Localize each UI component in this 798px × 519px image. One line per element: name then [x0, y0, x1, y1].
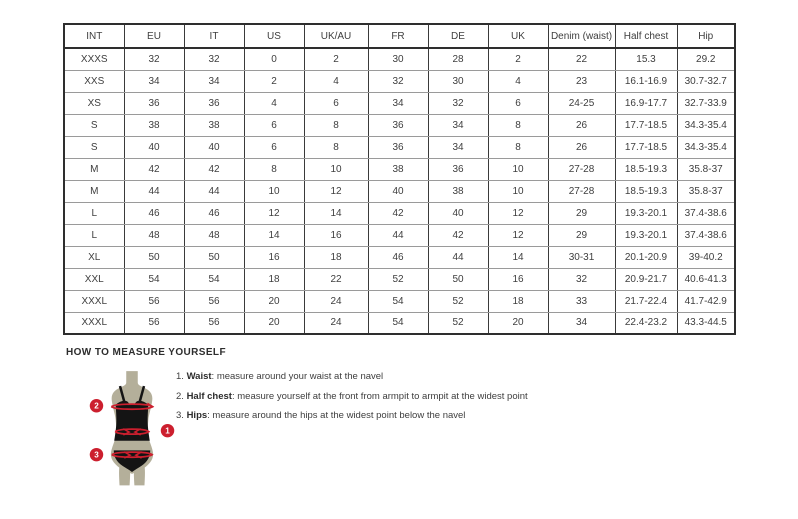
table-cell: 17.7-18.5 [615, 136, 677, 158]
table-cell: 27-28 [548, 180, 615, 202]
table-row [64, 290, 735, 312]
table-cell: 54 [368, 312, 428, 334]
table-cell: 24-25 [548, 92, 615, 114]
table-cell: 10 [304, 158, 368, 180]
table-cell: 44 [184, 180, 244, 202]
table-cell: 38 [368, 158, 428, 180]
table-cell: 34 [124, 70, 184, 92]
table-cell: 38 [184, 114, 244, 136]
table-cell: 26 [548, 114, 615, 136]
table-row [64, 92, 735, 114]
table-cell: 36 [184, 92, 244, 114]
step-number: 1. [176, 371, 187, 382]
table-cell: 46 [184, 202, 244, 224]
table-cell: 26 [548, 136, 615, 158]
table-cell: 4 [244, 92, 304, 114]
table-row [64, 180, 735, 202]
column-header-it: IT [184, 24, 244, 48]
table-cell: XXXL [64, 312, 124, 334]
table-cell: 2 [244, 70, 304, 92]
table-cell: 8 [488, 114, 548, 136]
table-cell: 18 [304, 246, 368, 268]
mannequin-illustration-icon [84, 369, 180, 501]
table-cell: 19.3-20.1 [615, 202, 677, 224]
table-cell: 34.3-35.4 [677, 114, 735, 136]
table-cell: 44 [428, 246, 488, 268]
table-cell: 40.6-41.3 [677, 268, 735, 290]
table-cell: 14 [304, 202, 368, 224]
measure-steps-list [176, 372, 528, 431]
table-cell: 12 [488, 202, 548, 224]
hips-marker-badge [90, 448, 103, 461]
table-cell: 20 [244, 290, 304, 312]
table-cell: 50 [184, 246, 244, 268]
size-table-header [64, 24, 735, 48]
table-cell: 56 [184, 290, 244, 312]
table-cell: 56 [124, 290, 184, 312]
table-cell: 37.4-38.6 [677, 224, 735, 246]
table-cell: L [64, 224, 124, 246]
table-cell: 52 [368, 268, 428, 290]
table-cell: 6 [488, 92, 548, 114]
table-cell: 46 [368, 246, 428, 268]
table-cell: 12 [488, 224, 548, 246]
table-cell: 8 [304, 114, 368, 136]
svg-text:2: 2 [94, 401, 99, 411]
column-header-fr: FR [368, 24, 428, 48]
table-cell: 19.3-20.1 [615, 224, 677, 246]
table-cell: 15.3 [615, 48, 677, 70]
table-cell: 35.8-37 [677, 180, 735, 202]
table-cell: 30 [428, 70, 488, 92]
table-cell: 37.4-38.6 [677, 202, 735, 224]
table-cell: 44 [368, 224, 428, 246]
table-cell: 6 [244, 136, 304, 158]
table-cell: 32 [184, 48, 244, 70]
table-cell: XXL [64, 268, 124, 290]
column-header-half-chest: Half chest [615, 24, 677, 48]
table-cell: 30.7-32.7 [677, 70, 735, 92]
table-cell: 40 [124, 136, 184, 158]
step-label: Half chest [186, 390, 232, 402]
table-cell: 34 [548, 312, 615, 334]
table-cell: 12 [304, 180, 368, 202]
table-cell: 35.8-37 [677, 158, 735, 180]
header-row [64, 24, 735, 48]
table-cell: 40 [428, 202, 488, 224]
table-row [64, 224, 735, 246]
step-label: Hips [186, 410, 208, 421]
table-cell: 27-28 [548, 158, 615, 180]
table-cell: S [64, 114, 124, 136]
table-cell: 30-31 [548, 246, 615, 268]
table-cell: 6 [244, 114, 304, 136]
table-cell: 42 [124, 158, 184, 180]
table-cell: 16.9-17.7 [615, 92, 677, 114]
table-cell: 10 [244, 180, 304, 202]
column-header-hip: Hip [677, 24, 735, 48]
table-cell: 20 [244, 312, 304, 334]
table-cell: 18.5-19.3 [615, 180, 677, 202]
table-cell: 32 [428, 92, 488, 114]
step-number: 3. [176, 410, 187, 421]
table-cell: 38 [124, 114, 184, 136]
table-cell: 10 [488, 158, 548, 180]
table-cell: 36 [368, 136, 428, 158]
table-row [64, 48, 735, 70]
step-text: : measure yourself at the front from armpit to armpit at the widest point [231, 390, 528, 402]
table-cell: 44 [124, 180, 184, 202]
table-cell: 22 [304, 268, 368, 290]
table-cell: 42 [428, 224, 488, 246]
table-cell: 40 [184, 136, 244, 158]
table-cell: 43.3-44.5 [677, 312, 735, 334]
table-cell: 6 [304, 92, 368, 114]
table-cell: 18.5-19.3 [615, 158, 677, 180]
table-cell: 32.7-33.9 [677, 92, 735, 114]
table-cell: 20.1-20.9 [615, 246, 677, 268]
table-cell: 2 [488, 48, 548, 70]
column-header-us: US [244, 24, 304, 48]
step-text: : measure around your waist at the navel [211, 371, 384, 382]
table-cell: 4 [488, 70, 548, 92]
measure-step-waist [176, 372, 528, 383]
table-cell: 29 [548, 202, 615, 224]
table-cell: 2 [304, 48, 368, 70]
table-cell: 36 [368, 114, 428, 136]
table-cell: S [64, 136, 124, 158]
table-cell: 14 [488, 246, 548, 268]
column-header-de: DE [428, 24, 488, 48]
table-cell: 36 [124, 92, 184, 114]
table-cell: 34 [368, 92, 428, 114]
measure-guide-heading: HOW TO MEASURE YOURSELF [66, 347, 226, 358]
table-cell: 34.3-35.4 [677, 136, 735, 158]
measurement-figure [84, 369, 180, 501]
table-cell: 29 [548, 224, 615, 246]
table-cell: 34 [428, 136, 488, 158]
table-cell: 54 [368, 290, 428, 312]
table-cell: 52 [428, 290, 488, 312]
table-row [64, 114, 735, 136]
table-cell: 42 [368, 202, 428, 224]
table-cell: 54 [124, 268, 184, 290]
table-cell: 8 [304, 136, 368, 158]
table-cell: XXS [64, 70, 124, 92]
table-cell: 54 [184, 268, 244, 290]
table-cell: 29.2 [677, 48, 735, 70]
svg-text:1: 1 [165, 426, 170, 436]
table-cell: 18 [244, 268, 304, 290]
step-text: : measure around the hips at the widest point below the navel [207, 410, 466, 421]
table-cell: 23 [548, 70, 615, 92]
half-chest-marker-badge [90, 399, 103, 412]
table-cell: M [64, 158, 124, 180]
table-cell: 50 [124, 246, 184, 268]
svg-text:3: 3 [94, 450, 99, 460]
table-cell: 20.9-21.7 [615, 268, 677, 290]
table-cell: 8 [488, 136, 548, 158]
table-cell: 12 [244, 202, 304, 224]
column-header-denim-waist: Denim (waist) [548, 24, 615, 48]
table-cell: 24 [304, 290, 368, 312]
table-cell: 16 [244, 246, 304, 268]
table-cell: 56 [124, 312, 184, 334]
table-cell: 22 [548, 48, 615, 70]
size-table-body [64, 48, 735, 334]
table-cell: 48 [124, 224, 184, 246]
table-cell: 17.7-18.5 [615, 114, 677, 136]
table-cell: 41.7-42.9 [677, 290, 735, 312]
table-row [64, 246, 735, 268]
table-cell: M [64, 180, 124, 202]
table-cell: 16 [488, 268, 548, 290]
table-row [64, 136, 735, 158]
table-cell: 22.4-23.2 [615, 312, 677, 334]
table-cell: 10 [488, 180, 548, 202]
column-header-eu: EU [124, 24, 184, 48]
table-cell: 30 [368, 48, 428, 70]
table-cell: 16.1-16.9 [615, 70, 677, 92]
table-cell: 42 [184, 158, 244, 180]
table-row [64, 70, 735, 92]
waist-marker-badge [161, 424, 174, 437]
table-cell: 20 [488, 312, 548, 334]
table-cell: 28 [428, 48, 488, 70]
table-row [64, 312, 735, 334]
table-cell: L [64, 202, 124, 224]
table-cell: 34 [428, 114, 488, 136]
table-cell: 4 [304, 70, 368, 92]
table-cell: 56 [184, 312, 244, 334]
table-cell: 24 [304, 312, 368, 334]
table-cell: 0 [244, 48, 304, 70]
table-cell: 39-40.2 [677, 246, 735, 268]
size-table [63, 23, 736, 335]
column-header-int: INT [64, 24, 124, 48]
table-cell: XXXS [64, 48, 124, 70]
size-table-container [63, 23, 734, 335]
table-cell: 48 [184, 224, 244, 246]
step-label: Waist [186, 371, 212, 382]
table-cell: XL [64, 246, 124, 268]
table-cell: 52 [428, 312, 488, 334]
table-row [64, 202, 735, 224]
table-cell: 32 [124, 48, 184, 70]
column-header-uk: UK [488, 24, 548, 48]
column-header-uk-au: UK/AU [304, 24, 368, 48]
step-number: 2. [176, 390, 187, 402]
table-cell: 34 [184, 70, 244, 92]
table-cell: 40 [368, 180, 428, 202]
table-cell: 14 [244, 224, 304, 246]
table-cell: 32 [368, 70, 428, 92]
table-cell: 38 [428, 180, 488, 202]
table-cell: 50 [428, 268, 488, 290]
table-cell: XXXL [64, 290, 124, 312]
table-cell: XS [64, 92, 124, 114]
table-row [64, 158, 735, 180]
table-cell: 16 [304, 224, 368, 246]
table-cell: 21.7-22.4 [615, 290, 677, 312]
table-cell: 46 [124, 202, 184, 224]
table-cell: 18 [488, 290, 548, 312]
table-cell: 33 [548, 290, 615, 312]
table-cell: 36 [428, 158, 488, 180]
measure-step-hips [176, 411, 528, 422]
table-row [64, 268, 735, 290]
table-cell: 8 [244, 158, 304, 180]
measure-step-half-chest [176, 392, 528, 403]
table-cell: 32 [548, 268, 615, 290]
